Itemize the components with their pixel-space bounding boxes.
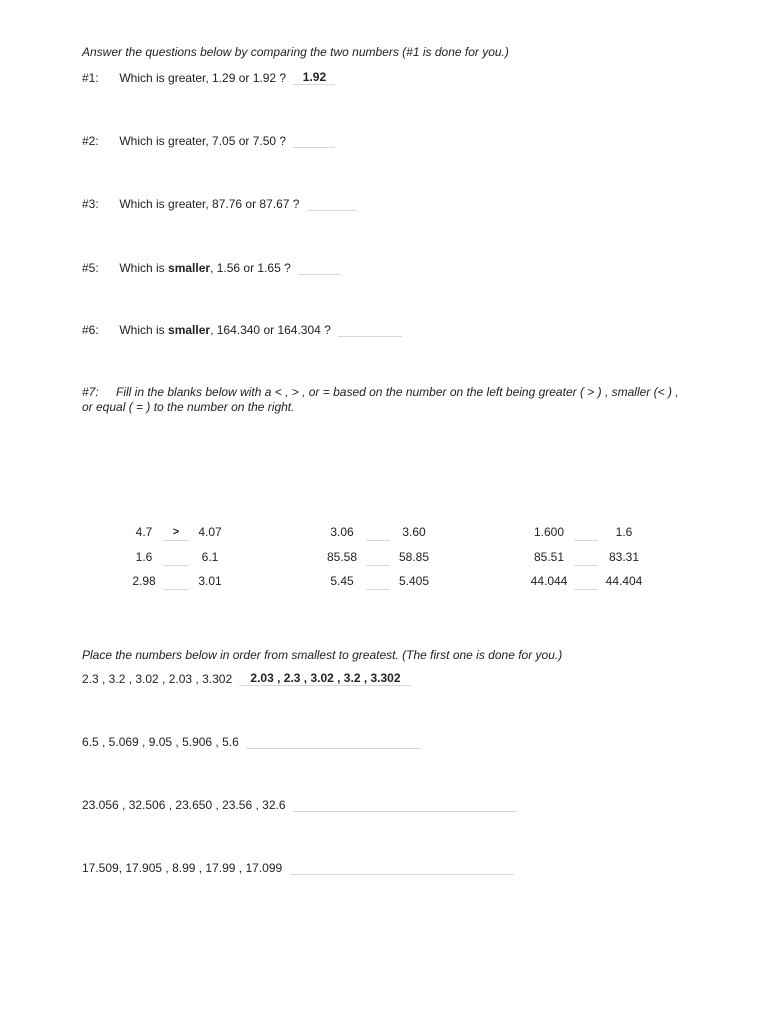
right-number: 3.60 <box>402 525 426 539</box>
question-emphasis: smaller <box>168 261 211 275</box>
number-list: 6.5 , 5.069 , 9.05 , 5.906 , 5.6 <box>82 735 239 749</box>
ordering-item-4 <box>82 860 514 875</box>
symbol-blank[interactable] <box>574 575 598 590</box>
right-number: 83.31 <box>608 550 640 564</box>
question-2 <box>82 133 335 148</box>
symbol-blank[interactable] <box>366 575 390 590</box>
question-3 <box>82 196 357 211</box>
ordering-item-3 <box>82 797 517 812</box>
answer-field[interactable] <box>293 797 517 812</box>
answer-field[interactable]: 2.03 , 2.3 , 3.02 , 3.2 , 3.302 <box>239 671 411 686</box>
instructions: Answer the questions below by comparing the two numbers (#1 is done for you.) <box>82 45 509 59</box>
answer-field[interactable] <box>290 860 514 875</box>
left-number: 5.45 <box>330 574 354 588</box>
ordering-item-2 <box>82 734 420 749</box>
number-list: 23.056 , 32.506 , 23.650 , 23.56 , 32.6 <box>82 798 286 812</box>
symbol-blank[interactable]: > <box>164 526 188 541</box>
question-text: Which is greater, 87.76 or 87.67 ? <box>119 197 300 211</box>
ordering-instructions: Place the numbers below in order from smallest to greatest. (The first one is done for you.) <box>82 648 563 662</box>
left-number: 3.06 <box>330 525 354 539</box>
symbol-blank[interactable] <box>164 575 188 590</box>
ordering-item-1 <box>82 671 411 686</box>
question-text-start: Which is <box>119 261 169 275</box>
question-text: Which is greater, 1.29 or 1.92 ? <box>119 71 287 85</box>
question-number: #3: <box>82 197 99 211</box>
question-number: #1: <box>82 71 99 85</box>
question-text: Which is greater, 7.05 or 7.50 ? <box>119 134 287 148</box>
symbol-blank[interactable] <box>366 526 390 541</box>
left-number: 1.6 <box>135 550 153 564</box>
answer-field[interactable]: 1.92 <box>293 70 335 85</box>
right-number: 4.07 <box>198 525 222 539</box>
number-list: 17.509, 17.905 , 8.99 , 17.99 , 17.099 <box>82 861 283 875</box>
answer-field[interactable] <box>307 196 357 211</box>
right-number: 6.1 <box>201 550 219 564</box>
left-number: 85.58 <box>326 550 358 564</box>
question-number: #2: <box>82 134 99 148</box>
question-number: #5: <box>82 261 99 275</box>
right-number: 5.405 <box>398 574 430 588</box>
left-number: 85.51 <box>533 550 565 564</box>
answer-field[interactable] <box>338 322 402 337</box>
left-number: 4.7 <box>135 525 153 539</box>
left-number: 44.044 <box>530 574 568 588</box>
number-list: 2.3 , 3.2 , 3.02 , 2.03 , 3.302 <box>82 672 233 686</box>
right-number: 3.01 <box>198 574 222 588</box>
answer-field[interactable] <box>293 133 335 148</box>
right-number: 58.85 <box>398 550 430 564</box>
symbol-blank[interactable] <box>164 551 188 566</box>
question-text-end: , 1.56 or 1.65 ? <box>210 261 291 275</box>
answer-field[interactable] <box>246 734 420 749</box>
question-text: Fill in the blanks below with a < , > , or = based on the number on the left being greater ( > ) , smaller (< ) , or equal ( = ) to the number on the right. <box>82 385 679 414</box>
symbol-blank[interactable] <box>366 551 390 566</box>
right-number: 1.6 <box>615 525 633 539</box>
answer-field[interactable] <box>298 260 340 275</box>
question-number: #6: <box>82 323 99 337</box>
symbol-blank[interactable] <box>574 551 598 566</box>
question-7 <box>82 385 692 415</box>
question-number: #7: <box>82 385 99 399</box>
question-1 <box>82 70 335 85</box>
question-6 <box>82 322 402 337</box>
symbol-blank[interactable] <box>574 526 598 541</box>
left-number: 2.98 <box>132 574 156 588</box>
left-number: 1.600 <box>533 525 565 539</box>
question-text-start: Which is <box>119 323 169 337</box>
question-emphasis: smaller <box>168 323 211 337</box>
right-number: 44.404 <box>605 574 643 588</box>
question-5 <box>82 260 340 275</box>
question-text-end: , 164.340 or 164.304 ? <box>210 323 331 337</box>
